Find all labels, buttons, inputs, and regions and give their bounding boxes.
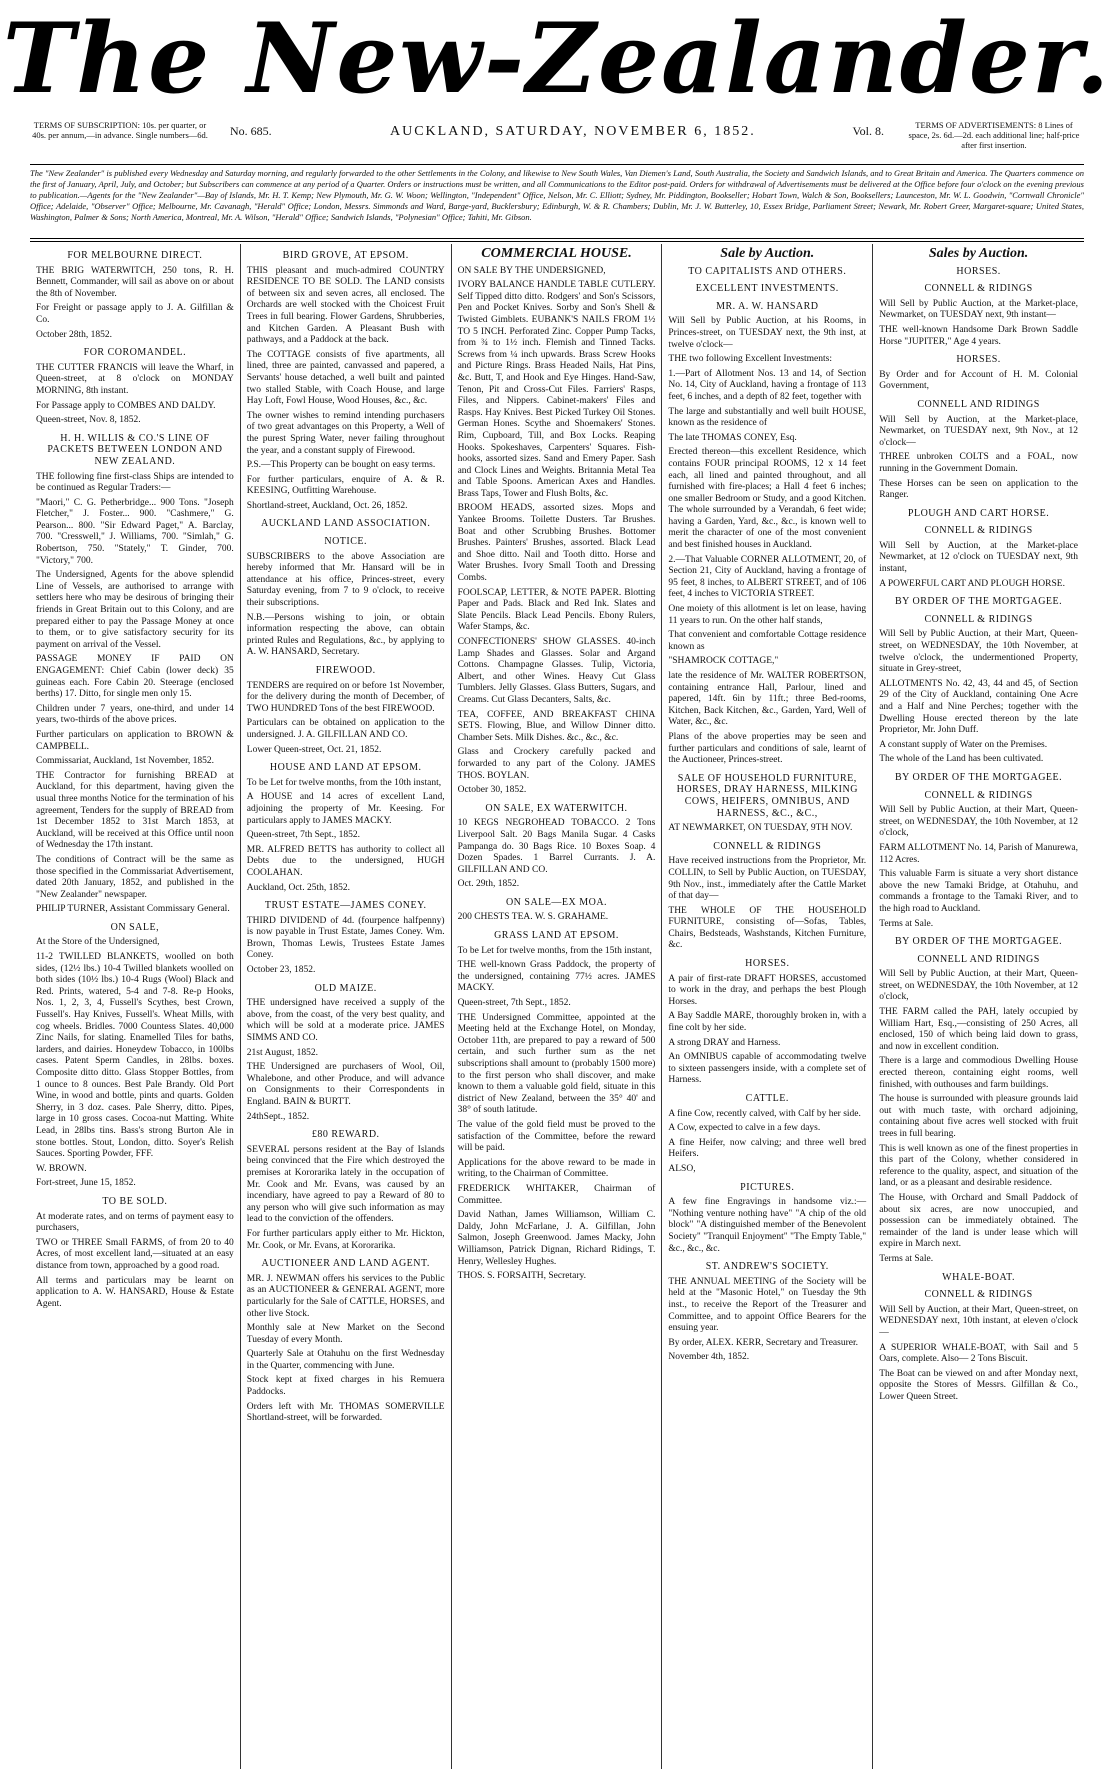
advert-heading: CONNELL AND RIDINGS [917, 398, 1040, 410]
advert-text: 2.—That Valuable CORNER ALLOTMENT, 20, of Section 21, City of Auckland, having a frontage of 95 feet, 8 inches, to ALBERT STREET, and of 106 feet, 4 inches to VICTORIA STREET. [668, 554, 867, 600]
advert-text: ALSO, [668, 1163, 696, 1174]
advert-text: W. BROWN. [36, 1163, 87, 1174]
advert-heading: ST. ANDREW'S SOCIETY. [705, 1261, 829, 1273]
columns [30, 244, 1084, 1769]
advert-text: Erected thereon—this excellent Residence, which contains FOUR principal ROOMS, 12 x 14 feet each, all lined and painted throughout, and all furnished with fire-places; a Hall 4 feet 6 inches; one smaller Bedroom or Study, and a good Kitchen. The whole surrounded by a Verandah, 6 feet wide; having a Garden, Yard, &c., &c., is known well to merit the character of one of the most convenient and best finished houses in Auckland. [668, 447, 867, 551]
advert-text: Queen-street, 7th Sept., 1852. [246, 830, 360, 841]
advert-text: THE following fine first-class Ships are intended to be continued as Regular Traders:— [36, 471, 234, 494]
advert-text: These Horses can be seen on application to the Ranger. [879, 478, 1078, 501]
advert-text: THE WHOLE OF THE HOUSEHOLD FURNITURE, consisting of—Sofas, Tables, Chairs, Bedsteads, Washstands, Kitchen Furniture, &c. [668, 905, 867, 951]
advert-text: A fine Cow, recently calved, with Calf by her side. [668, 1108, 861, 1119]
advert-text: A pair of first-rate DRAFT HORSES, accustomed to work in the dray, and perhaps the best Plough Horses. [668, 973, 867, 1007]
rule-top [30, 164, 1084, 165]
advert-text: Will Sell by Public Auction, at their Mart, Queen-street, on WEDNESDAY, the 10th November, at twelve o'clock, the undermentioned Property, situate in Grey-street, [879, 629, 1078, 675]
publication-notice: The "New Zealander" is published every Wednesday and Saturday morning, and regularly forwarded to the other Settlements in the Colony, and likewise to New South Wales, Van Diemen's Land, South Australia, the Society and Sandwich Islands, and to Great Britain and America. The Quarters commence on the first of January, April, July, and October; but Subscribers can commence at any period of a Quarter. Orders or instructions must be written, and all Communications to the Editor post-paid. Orders for withdrawal of Advertisements must be delivered at the Office before four o'clock on the evening previous to publication.—Agents for the "New Zealander"—Bay of Islands, Mr. H. T. Kemp; New Plymouth, Mr. G. W. Woon; Wellington, "Independent" Office, Nelson, Mr. C. Elliott; Sydney, Mr. Piddington, Bookseller; Hobart Town, Walch & Son, Booksellers; Launceston, Mr. W. L. Goodwin, "Cornwall Chronicle" Office; Adelaide, "Observer" Office; Melbourne, Mr. Cavanagh, "Herald" Office; London, Messrs. Simmonds and Ward, Barge-yard, Bucklersbury; Edinburgh, W. & R. Chambers; Dublin, Mr. J. W. Butterley, 10, Essex Bridge, Parliament Street; Newark, Mr. Robert Greer, Margaret-square; United States, Washington, Palmer & Sons; North America, Montreal, Mr. A. Wilson, "Herald" Office; Sandwich Islands, "Polynesian" Office; Tahiti, Mr. Gibson. [30, 168, 1084, 222]
advert-text: The large and substantially and well built HOUSE, known as the residence of [668, 406, 867, 429]
advert-text: MR. ALFRED BETTS has authority to collect all Debts due to the undersigned, HUGH COOLAHAN. [246, 844, 445, 878]
advert-text: THE ANNUAL MEETING of the Society will be held at the "Masonic Hotel," on Tuesday the 9th inst., to receive the Report of the Treasurer and Committee, and to appoint Office Bearers for the ensuing year. [668, 1276, 867, 1334]
advert-heading: £80 REWARD. [311, 1129, 380, 1141]
advert-text: The late THOMAS CONEY, Esq. [668, 432, 797, 443]
newspaper-title: The New-Zealander. [2, 2, 1112, 115]
advert-text: This is well known as one of the finest properties in this part of the Colony, whether considered in reference to the quality, aspect, and situation of the land, or as a pleasant and desirable residence. [879, 1143, 1078, 1189]
advert-text: For further particulars, enquire of A. & R. KEESING, Outfitting Warehouse. [246, 474, 445, 497]
advert-heading: CONNELL & RIDINGS [924, 613, 1033, 625]
advert-text: November 4th, 1852. [668, 1352, 750, 1363]
advert-heading: HORSES. [956, 265, 1001, 277]
advert-text: IVORY BALANCE HANDLE TABLE CUTLERY. Self Tipped ditto ditto. Rodgers' and Son's Scissors, Pen and Pocket Knives. Sorby and Son's Shell & Twisted Gimblets. EUBANK'S NAILS FROM 1½ TO 5 INCH. Perforated Zinc. Copper Pump Tacks, from ¾ to 1½ inch. Flemish and Tinned Tacks. Screws from ¼ inch upwards. Brass Screw Hooks and Picture Rings. Brass Headed Nails, Hat Pins, &c. Butt, T, and Hook and Eye Hinges. Hand-Saw, Tenon, Pit and Cross-Cut Files. Farriers' Rasps, Files, and Nippers. Cabinet-makers' Files and Rasps. Hay Knives. Best Picked Turkey Oil Stones. German Hones. Scythe and Shoemakers' Stones. Rim, Cupboard, Till, and Box Locks. Reaping Hooks. Spokeshaves, Carpenters' Squares. Fish-hooks, assorted sizes. Sand and Emery Paper. Sash and Clock Lines and Weights. Britannia Metal Tea and Table Spoons. American Axes and Handles. Brass Taps, Tower and Flush Bolts, &c. [457, 280, 656, 499]
advert-text: FARM ALLOTMENT No. 14, Parish of Manurewa, 112 Acres. [879, 842, 1078, 865]
advert-text: TWO or THREE Small FARMS, of from 20 to 40 Acres, of most excellent land,—situated at an easy distance from town, approached by a good road. [36, 1237, 234, 1271]
advert-text: Particulars can be obtained on application to the undersigned. J. A. GILFILLAN AND CO. [246, 718, 445, 740]
advert-text: PASSAGE MONEY IF PAID ON ENGAGEMENT: Chief Cabin (lower deck) 35 guineas each. Fore Cabin 20. Steerage (enclosed berths) 17. Ditto, for single men only 15. [36, 654, 234, 700]
info-bar [30, 120, 1084, 166]
advert-heading: CONNELL & RIDINGS [713, 840, 822, 852]
advert-text: 24thSept., 1852. [246, 1111, 310, 1122]
advert-text: THE well-known Handsome Dark Brown Saddle Horse "JUPITER," Age 4 years. [879, 324, 1078, 347]
advert-text: Oct. 29th, 1852. [457, 879, 520, 890]
advert-text: A SUPERIOR WHALE-BOAT, with Sail and 5 Oars, complete. Also— 2 Tons Biscuit. [879, 1342, 1078, 1365]
advert-heading: CATTLE. [745, 1093, 789, 1104]
advert-text: Applications for the above reward to be made in writing, to the Chairman of Committee. [457, 1157, 656, 1180]
advert-text: Fort-street, June 15, 1852. [36, 1178, 136, 1189]
advert-text: Will Sell by Public Auction, at their Mart, Queen-street, on WEDNESDAY, the 10th November, at 12 o'clock, [879, 805, 1078, 839]
advert-heading: TO BE SOLD. [102, 1195, 168, 1207]
advert-heading: FOR COROMANDEL. [83, 347, 187, 359]
advert-text: Children under 7 years, one-third, and under 14 years, two-thirds of the above prices. [36, 703, 234, 726]
advert-text: Will Sell by Auction, at the Market-place Newmarket, at 12 o'clock on TUESDAY next, 9th instant, [879, 540, 1078, 575]
rule-bottom [30, 238, 1084, 239]
advert-text: THE Undersigned are purchasers of Wool, Oil, Whalebone, and other Produce, and will advance on Consignments to their Correspondents in England. BAIN & BURTT. [246, 1062, 445, 1107]
advert-text: David Nathan, James Williamson, William C. Daldy, John McFarlane, J. A. Gilfillan, John Salmon, Joseph Greenwood. James Macky, John Williamson, Patrick Dignan, Richard Ridings, T. Henry, Wellesley Hughes. [457, 1210, 656, 1267]
advert-text: By order, ALEX. KERR, Secretary and Treasurer. [668, 1337, 858, 1348]
advert-text: ON SALE BY THE UNDERSIGNED, [457, 265, 606, 276]
advert-text: THE Undersigned Committee, appointed at the Meeting held at the Exchange Hotel, on Monday, October 11th, are prepared to pay a reward of 500 certain, and such further sum as the net subscriptions shall amount to (probably 1500 more) to the first person who shall discover, and make known to them a valuable gold field, situate in this district of New Zealand, between the 35° 40' and 38° of south latitude. [457, 1012, 656, 1116]
advert-text: Further particulars on application to BROWN & CAMPBELL. [36, 729, 234, 752]
advert-heading: AUCKLAND LAND ASSOCIATION. [260, 518, 431, 530]
advert-text: Commissariat, Auckland, 1st November, 1852. [36, 756, 214, 767]
advert-heading: TO CAPITALISTS AND OTHERS. [688, 265, 847, 277]
advert-text: PHILIP TURNER, Assistant Commissary General. [36, 904, 230, 915]
advert-text: At moderate rates, and on terms of payment easy to purchasers, [36, 1211, 234, 1234]
advert-text: 1.—Part of Allotment Nos. 13 and 14, of Section No. 14, City of Auckland, having a frontage of 113 feet, 6 inches, and a depth of 82 feet, together with [668, 368, 867, 402]
advert-text: The value of the gold field must be proved to the satisfaction of the Committee, before the reward will be paid. [457, 1119, 656, 1154]
advert-heading: SALE OF HOUSEHOLD FURNITURE, HORSES, DRAY HARNESS, MILKING COWS, HEIFERS, OMNIBUS, AND HARNESS, &C., &C., [676, 772, 858, 819]
advert-text: For Passage apply to COMBES AND DALDY. [36, 400, 216, 411]
advert-text: THE FARM called the PAH, lately occupied by William Hart, Esq.,—consisting of 250 Acres, all enclosed, 150 of which being laid down to grass, and now in excellent condition. [879, 1007, 1078, 1052]
advertisement-terms: TERMS OF ADVERTISEMENTS: 8 Lines of space, 2s. 6d.—2d. each additional line; half-price after first insertion. [908, 120, 1080, 150]
advert-heading: AUCTIONEER AND LAND AGENT. [261, 1258, 430, 1270]
advert-text: TENDERS are required on or before 1st November, for the delivery during the month of December, of TWO HUNDRED Tons of the best FIREWOOD. [246, 680, 445, 714]
advert-heading: EXCELLENT INVESTMENTS. [695, 283, 839, 295]
advert-text: Terms at Sale. [879, 1253, 934, 1264]
rule-bottom-double [30, 241, 1084, 242]
advert-text: Stock kept at fixed charges in his Remuera Paddocks. [246, 1375, 445, 1398]
masthead [0, 0, 1114, 120]
advert-heading: FOR MELBOURNE DIRECT. [67, 250, 203, 261]
dateline: AUCKLAND, SATURDAY, NOVEMBER 6, 1852. [390, 124, 756, 139]
advert-text: By Order and for Account of H. M. Colonial Government, [879, 369, 1078, 392]
advert-text: To be Let for twelve months, from the 15th instant, [457, 945, 652, 956]
advert-text: THIRD DIVIDEND of 4d. (fourpence halfpenny) is now payable in Trust Estate, James Coney. Wm. Brown, Thomas Lewis, Trustees Estate James Coney. [246, 915, 445, 961]
advert-text: The house is surrounded with pleasure grounds laid out with much taste, with orchard adjoining, containing about five acres well stocked with fruit trees in full bearing. [879, 1094, 1078, 1139]
advert-text: 10 KEGS NEGROHEAD TOBACCO. 2 Tons Liverpool Salt. 20 Bags Manila Sugar. 4 Casks Pampanga do. 30 Bags Rice. 10 Boxes Soap. 4 Dozen Spades. 1 Barrel Currants. J. A. GILFILLAN AND CO. [457, 818, 656, 875]
advert-heading: CONNELL & RIDINGS [924, 789, 1033, 801]
advert-text: THE well-known Grass Paddock, the property of the undersigned, containing 77½ acres. JAMES MACKY. [457, 960, 656, 994]
advert-text: Shortland-street, Auckland, Oct. 26, 1852. [246, 500, 408, 511]
advert-heading: NOTICE. [324, 536, 368, 548]
advert-text: A constant supply of Water on the Premises. [879, 739, 1048, 750]
advert-text: THE CUTTER FRANCIS will leave the Wharf, in Queen-street, at 8 o'clock on MONDAY MORNING, 8th instant. [36, 362, 234, 396]
advert-text: The Undersigned, Agents for the above splendid Line of Vessels, are authorised to arrange with settlers here who may be desirous of bringing their friends in Great Britain out to this Colony, and are prepared either to pay the Passage Money at once to them, or to give satisfactory security for its payment on arrival of the Vessel. [36, 570, 234, 650]
advert-text: Will Sell by Public Auction, at their Mart, Queen-street, on WEDNESDAY, the 10th November, at 12 o'clock, [879, 969, 1078, 1003]
advert-text: A POWERFUL CART AND PLOUGH HORSE. [879, 578, 1065, 589]
advert-text: The conditions of Contract will be the same as those specified in the Commissariat Advertisement, dated 20th January, 1852, and published in the "New Zealander" newspaper. [36, 854, 234, 900]
advert-heading: HOUSE AND LAND AT EPSOM. [269, 762, 422, 774]
advert-text: This valuable Farm is situate a very short distance above the new Tamaki Bridge, at Otahuhu, and commands a frontage to the Tamaki River, and to the high road to Auckland. [879, 869, 1078, 914]
advert-text: THE BRIG WATERWITCH, 250 tons, R. H. Bennett, Commander, will sail as above on or about the 8th of November. [36, 265, 234, 299]
advert-heading: OLD MAIZE. [314, 982, 377, 994]
advert-text: THIS pleasant and much-admired COUNTRY RESIDENCE TO BE SOLD. The LAND consists of between six and seven acres, all enclosed. The Orchards are well stocked with the Choicest Fruit Trees in full bearing. Flower Gardens, Shrubberies, and Kitchen Garden. A Pleasant Bush with pathways, and a Paddock at the back. [246, 265, 445, 346]
advert-text: SUBSCRIBERS to the above Association are hereby informed that Mr. Hansard will be in attendance at his office, Princes-street, every Saturday evening, from 7 to 9 o'clock, to receive their subscriptions. [246, 551, 445, 609]
column-5 [873, 244, 1084, 1769]
advert-text: To be Let for twelve months, from the 10th instant, [246, 777, 442, 788]
advert-text: THE Contractor for furnishing BREAD at Auckland, for this department, having given the usual three months Notice for the termination of his agreement, Tenders for the supply of BREAD from 1st December 1852 to 31st March 1853, at Auckland, will be received at this Office until noon of Wednesday the 17th instant. [36, 770, 234, 851]
advert-text: October 30, 1852. [457, 785, 527, 796]
advert-heading: CONNELL & RIDINGS [924, 283, 1033, 295]
advert-heading: PLOUGH AND CART HORSE. [907, 507, 1050, 519]
advert-text: A few fine Engravings in handsome viz.:— "Nothing venture nothing have" "A chip of the old block" "A distinguished member of the Benevolent Society" "Tranquil Enjoyment" "The Empty Table," &c., &c., &c. [668, 1197, 867, 1254]
advert-text: THE two following Excellent Investments: [668, 354, 832, 365]
advert-text: THOS. S. FORSAITH, Secretary. [457, 1271, 587, 1282]
advert-text: late the residence of Mr. WALTER ROBERTSON, containing entrance Hall, Parlour, lined and papered, 14ft. 6in by 11ft.; three Bed-rooms, Kitchen, Back Kitchen, &c., Garden, Yard, Well of Water, &c., &c. [668, 671, 867, 728]
column-4 [662, 244, 873, 1769]
column-3 [452, 244, 663, 1769]
advert-text: A Cow, expected to calve in a few days. [668, 1123, 821, 1134]
advert-text: SEVERAL persons resident at the Bay of Islands being convinced that the Fire which destroyed the premises at Kororarika lately in the occupation of Mr. Cook and Mr. Evans, was caused by an incendiary, have agreed to pay a Reward of 80 to any person who will give such information as may lead to the conviction of the offenders. [246, 1144, 445, 1225]
advert-text: The COTTAGE consists of five apartments, all lined, three are painted, canvassed and papered, a Servants' house detached, a well built and painted two stalled Stable, with Coach House, and large Hay Loft, Fowl House, Wood Houses, &c., &c. [246, 349, 445, 407]
advert-heading: ON SALE, [110, 921, 160, 933]
advert-text: "Maori," C. G. Petherbridge... 900 Tons. "Joseph Fletcher," J. Foster... 900. "Cashmere," G. Pearson... 800. "Sir Edward Paget," A. Barclay, 700. "Cresswell," J. Williams, 700. "Simlah," G. Robertson, 750. "Stately," T. Ginder, 700. "Victory," 700. [36, 497, 234, 566]
advert-text: Will Sell by Public Auction, at the Market-place, Newmarket, on TUESDAY next, 9th instant— [879, 298, 1078, 321]
advert-text: BROOM HEADS, assorted sizes. Mops and Yankee Brooms. Toilette Dusters. Tar Brushes. Boat and other Scrubbing Brushes. Bottomer Brushes. Painters' Brushes, assorted. Black Lead and Shoe ditto. Nail and Tooth ditto. Horse and Water Brushes. Ivory Small Tooth and Dressing Combs. [457, 503, 656, 584]
advert-text: The owner wishes to remind intending purchasers of two great advantages on this Property, a Well of the purest Spring Water, never failing throughout the year, and a constant supply of Firewood. [246, 410, 445, 456]
advert-text: Glass and Crockery carefully packed and forwarded to any part of the Colony. JAMES THOS. BOYLAN. [457, 747, 656, 781]
advert-text: A HOUSE and 14 acres of excellent Land, adjoining the property of Mr. Keesing. For particulars apply to JAMES MACKY. [246, 792, 445, 826]
issue-number: No. 685. [230, 124, 272, 138]
advert-heading: CONNELL AND RIDINGS [917, 953, 1040, 965]
advert-heading: PICTURES. [740, 1181, 795, 1193]
advert-text: A strong DRAY and Harness. [668, 1037, 781, 1048]
advert-heading: FIREWOOD. [315, 665, 376, 676]
advert-heading: TRUST ESTATE—JAMES CONEY. [264, 900, 427, 912]
advert-text: Orders left with Mr. THOMAS SOMERVILLE Shortland-street, will be forwarded. [246, 1401, 445, 1424]
advert-heading: WHALE-BOAT. [942, 1271, 1015, 1283]
advert-text: Queen-street, 7th Sept., 1852. [457, 998, 571, 1009]
advert-text: Will Sell by Auction, at their Mart, Queen-street, on WEDNESDAY next, 10th instant, at eleven o'clock— [879, 1304, 1078, 1338]
advert-text: 21st August, 1852. [246, 1047, 319, 1058]
advert-text: FREDERICK WHITAKER, Chairman of Committee. [457, 1183, 656, 1206]
advert-text: FOOLSCAP, LETTER, & NOTE PAPER. Blotting Paper and Pads. Black and Red Ink. Slates and Slate Pencils. Black Lead Pencils. Ebony Rulers, Wafer Stamps, &c. [457, 587, 656, 633]
advert-text: Terms at Sale. [879, 918, 934, 929]
advert-text: The House, with Orchard and Small Paddock of about six acres, are now unoccupied, and possession can be immediately obtained. The remainder of the land is under lease which will expire in March next. [879, 1192, 1078, 1250]
advert-text: Quarterly Sale at Otahuhu on the first Wednesday in the Quarter, commencing with June. [246, 1349, 445, 1371]
advert-text: A fine Heifer, now calving; and three well bred Heifers. [668, 1137, 867, 1160]
advert-text: There is a large and commodious Dwelling House erected thereon, containing eight rooms, well finished, with outhouses and farm buildings. [879, 1056, 1078, 1090]
advert-text: At the Store of the Undersigned, [36, 937, 160, 948]
advert-heading: BY ORDER OF THE MORTGAGEE. [895, 936, 1063, 948]
advert-text: For Freight or passage apply to J. A. Gilfillan & Co. [36, 303, 234, 325]
advert-text: That convenient and comfortable Cottage residence known as [668, 630, 867, 652]
advert-heading: H. H. WILLIS & CO.'S LINE OF PACKETS BETWEEN LONDON AND NEW ZEALAND. [47, 432, 223, 467]
advert-heading: BY ORDER OF THE MORTGAGEE. [895, 771, 1063, 783]
advert-text: All terms and particulars may be learnt on application to A. W. HANSARD, House & Estate Agent. [36, 1275, 234, 1309]
advert-text: A Bay Saddle MARE, thoroughly broken in, with a fine colt by her side. [668, 1011, 867, 1034]
advert-heading: GRASS LAND AT EPSOM. [494, 930, 619, 942]
subscription-terms: TERMS OF SUBSCRIPTION: 10s. per quarter, or 40s. per annum,—in advance. Single numbers—6d. [32, 120, 208, 140]
advert-text: One moiety of this allotment is let on lease, having 11 years to run. On the other half stands, [668, 604, 867, 626]
volume-number: Vol. 8. [852, 124, 884, 138]
advert-text: An OMNIBUS capable of accommodating twelve to sixteen passengers inside, with a complete set of Harness. [668, 1052, 867, 1086]
advert-text: ALLOTMENTS No. 42, 43, 44 and 45, of Section 29 of the City of Auckland, containing One Acre and a Half and Nine Perches; together with the Dwelling House erected thereon by the late Proprietor, Mr. John Duff. [879, 678, 1078, 736]
advert-text: 200 CHESTS TEA. W. S. GRAHAME. [457, 912, 609, 923]
advert-text: "SHAMROCK COTTAGE," [668, 656, 779, 667]
advert-text: TEA, COFFEE, AND BREAKFAST CHINA SETS. Flowing, Blue, and Willow Dinner ditto. Chamber Sets. Milk Dishes. &c., &c., &c. [457, 709, 656, 743]
advert-text: October 23, 1852. [246, 965, 316, 976]
advert-text: Have received instructions from the Proprietor, Mr. COLLIN, to Sell by Public Auction, on TUESDAY, 9th Nov., inst., immediately after the Cattle Market of that day— [668, 856, 867, 902]
advert-text: Will Sell by Auction, at the Market-place, Newmarket, on TUESDAY next, 9th Nov., at 12 o'clock— [879, 414, 1078, 448]
advert-text: THREE unbroken COLTS and a FOAL, now running in the Government Domain. [879, 452, 1078, 474]
advert-heading: BY ORDER OF THE MORTGAGEE. [895, 596, 1063, 608]
column-banner-heading: Sales by Auction. [928, 246, 1029, 261]
advert-text: 11-2 TWILLED BLANKETS, woolled on both sides, (12½ lbs.) 10-4 Twilled blankets woolled on both sides (10½ lbs.) 10-4 Rugs (Wool) Black and Red. Prints, watered, 5-4 and 7-8. Re-p Hooks, Nos. 1, 2, 3, 4, Fussell's Scythes, best Crown, Fussell's. Hay Knives, Fussell's. Wheat Mills, with cog wheels. Bridles. 7000 Countess Slates. 40,000 Zinc Nails, for slating. Enamelled Tiles for baths, larders, and dairies. Honeydew Tobacco, in 100lbs cases. Patent Sperm Candles, in 28lbs. boxes. Composite ditto ditto. Glass Stopper Bottles, from 1 ounce to 8 ounces. Best Pale Brandy. Old Port Wine, in wood and bottle, pints and quarts. Golden Sherry, in 3 doz. cases. Pale Sherry, ditto. Pipes, large in 10 gross cases. Cocoa-nut Matting. White Lead, in 28lbs tins. Bass's strong Burton Ale in stone bottles. Stout, London, ditto. Soyer's Relish Sauces. Sporting Powder, FFF. [36, 952, 234, 1160]
advert-heading: HORSES. [745, 958, 790, 970]
advert-heading: HORSES. [956, 354, 1001, 366]
advert-text: The whole of the Land has been cultivated. [879, 754, 1044, 765]
advert-text: October 28th, 1852. [36, 329, 112, 340]
advert-text: P.S.—This Property can be bought on easy terms. [246, 460, 436, 471]
advert-heading: MR. A. W. HANSARD [716, 300, 819, 312]
advert-text: MR. J. NEWMAN offers his services to the Public as an AUCTIONEER & GENERAL AGENT, more particularly for the Sale of CATTLE, HORSES, and other live Stock. [246, 1273, 445, 1319]
advert-text: Auckland, Oct. 25th, 1852. [246, 882, 350, 893]
advert-text: THE undersigned have received a supply of the above, from the coast, of the very best quality, and which will be sold at a moderate price. JAMES SIMMS AND CO. [246, 998, 445, 1044]
advert-heading: CONNELL & RIDINGS [924, 525, 1033, 537]
advert-heading: BIRD GROVE, AT EPSOM. [282, 250, 409, 261]
column-2 [241, 244, 452, 1769]
advert-text: N.B.—Persons wishing to join, or obtain information respecting the above, can obtain printed Rules and Regulations, &c., by applying to A. W. HANSARD, Secretary. [246, 612, 445, 658]
advert-heading: CONNELL & RIDINGS [924, 1289, 1033, 1301]
column-1 [30, 244, 241, 1769]
advert-text: Queen-street, Nov. 8, 1852. [36, 415, 141, 426]
advert-text: The Boat can be viewed on and after Monday next, opposite the Stores of Messrs. Gilfillan & Co., Lower Queen Street. [879, 1368, 1078, 1402]
advert-text: Monthly sale at New Market on the Second Tuesday of every Month. [246, 1323, 445, 1345]
column-banner-heading: COMMERCIAL HOUSE. [481, 246, 632, 261]
advert-text: Plans of the above properties may be seen and further particulars and conditions of sale, learnt of the Auctioneer, Princes-street. [668, 731, 867, 766]
advert-text: Will Sell by Public Auction, at his Rooms, in Princes-street, on TUESDAY next, the 9th inst, at twelve o'clock— [668, 316, 867, 350]
advert-text: For further particulars apply either to Mr. Hickton, Mr. Cook, or Mr. Evans, at Kororarika. [246, 1228, 445, 1251]
advert-text: AT NEWMARKET, ON TUESDAY, 9TH NOV. [668, 823, 853, 834]
advert-text: CONFECTIONERS' SHOW GLASSES. 40-inch Lamp Shades and Glasses. Solar and Argand Cottons. Champagne Glasses. Tulip, Victoria, Albert, and other Wines. Heavy Cut Glass Tumblers. Jelly Glasses. Glass Butters, Sugars, and Creams. Cut Glass Decanters, Salts, &c. [457, 637, 656, 705]
advert-heading: ON SALE, EX WATERWITCH. [485, 802, 628, 814]
advert-text: Lower Queen-street, Oct. 21, 1852. [246, 744, 382, 755]
column-banner-heading: Sale by Auction. [720, 246, 815, 261]
advert-heading: ON SALE—EX MOA. [505, 896, 608, 908]
